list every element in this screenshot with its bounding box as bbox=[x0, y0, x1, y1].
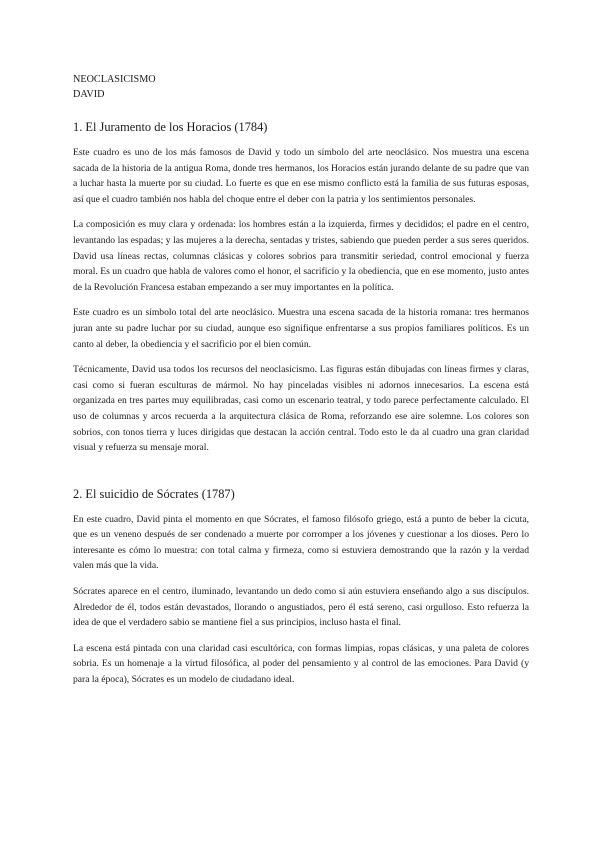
paragraph: La composición es muy clara y ordenada: los hombres están a la izquierda, firmes y decididos; el padre en el centro, levantando las espadas; y las mujeres a la derecha, sentadas y tristes, sabiendo que pueden perder a sus seres queridos. David usa líneas rectas, columnas clásicas y colores sobrios para transmitir seriedad, control emocional y fuerza moral. Es un cuadro que habla de valores como el honor, el sacrificio y la obediencia, que en ese momento, justo antes de la Revolución Francesa estaban empezando a ser muy importantes en la política. bbox=[73, 219, 529, 293]
paragraph: Este cuadro es un símbolo total del arte neoclásico. Muestra una escena sacada de la historia romana: tres hermanos juran ante su padre luchar por su ciudad, aunque eso signifique enfrentarse a sus propios familiares políticos. Es un canto al deber, la obediencia y el sacrificio por el bien común. bbox=[73, 307, 529, 350]
section-title-socrates: 2. El suicidio de Sócrates (1787) bbox=[73, 486, 235, 501]
document-subject: NEOCLASICISMO bbox=[73, 74, 156, 85]
paragraph: En este cuadro, David pinta el momento en que Sócrates, el famoso filósofo griego, está a punto de beber la cicuta, que es un veneno después de ser condenado a muerte por corromper a los jóvenes y cuestionar a los dioses. Pero lo interesante es cómo lo muestra: con total calma y firmeza, como si estuviera demostrando que la razón y la verdad valen más que la vida. bbox=[73, 513, 529, 572]
paragraph: Este cuadro es uno de los más famosos de David y todo un símbolo del arte neoclásico. Nos muestra una escena sacada de la historia de la antigua Roma, donde tres hermanos, los Horacios están jurando delante de su padre que van a luchar hasta la muerte por su ciudad. Lo fuerte es que en ese mismo conflicto está la familia de sus futuras esposas, así que el cuadro también nos habla del choque entre el deber con la patria y los sentimientos personales. bbox=[73, 147, 529, 205]
paragraph: Sócrates aparece en el centro, iluminado, levantando un dedo como si aún estuviera enseñando algo a sus discípulos. Alrededor de él, todos están devastados, llorando o angustiados, pero él está sereno, casi orgulloso. Esto refuerza la idea de que el verdadero sabio se mantiene fiel a sus principios, incluso hasta el final. bbox=[73, 586, 529, 629]
paragraph: Técnicamente, David usa todos los recursos del neoclasicismo. Las figuras están dibujadas con líneas firmes y claras, casi como si fueran esculturas de mármol. No hay pinceladas visibles ni adornos innecesarios. La escena está organizada en tres partes muy equilibradas, casi como un escenario teatral, y todo parece perfectamente calculado. El uso de columnas y arcos recuerda a la arquitectura clásica de Roma, reforzando ese aire solemne. Los colores son sobrios, con tonos tierra y luces dirigidas que destacan la acción central. Todo esto le da al cuadro una gran claridad visual y refuerza su mensaje moral. bbox=[73, 364, 529, 454]
document-artist: DAVID bbox=[73, 89, 105, 100]
section-title-horacios: 1. El Juramento de los Horacios (1784) bbox=[73, 120, 268, 134]
document-page bbox=[73, 72, 529, 698]
paragraph: La escena está pintada con una claridad casi escultórica, con formas limpias, ropas clásicas, y una paleta de colores sobria. Es un homenaje a la virtud filosófica, al poder del pensamiento y al control de las emociones. Para David (y para la época), Sócrates es un modelo de ciudadano ideal. bbox=[73, 642, 529, 686]
